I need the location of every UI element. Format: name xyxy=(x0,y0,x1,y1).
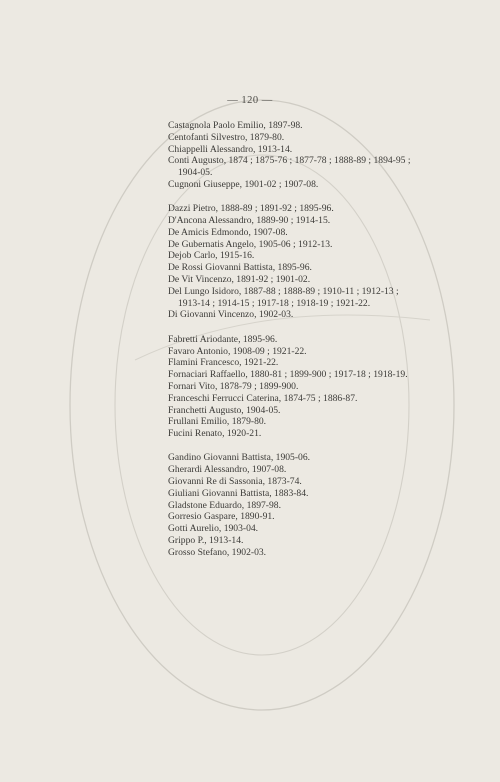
index-entry: De Rossi Giovanni Battista, 1895-96. xyxy=(168,262,312,274)
index-entry: Giovanni Re di Sassonia, 1873-74. xyxy=(168,476,302,488)
index-entry: Castagnola Paolo Emilio, 1897-98. xyxy=(168,120,303,131)
index-group-g xyxy=(168,452,468,558)
index-entry: Fucini Renato, 1920-21. xyxy=(168,428,262,440)
index-entry: Gotti Aurelio, 1903-04. xyxy=(168,523,259,535)
index-entry: Del Lungo Isidoro, 1887-88 ; 1888-89 ; 1910-11 ; 1912-13 ; 1913-14 ; 1914-15 ; 1917-18 ; 1918-19 ; 1921-22. xyxy=(168,285,399,309)
index-entry: Giuliani Giovanni Battista, 1883-84. xyxy=(168,487,309,499)
index-entry: Gladstone Eduardo, 1897-98. xyxy=(168,499,281,511)
index-entry: Favaro Antonio, 1908-09 ; 1921-22. xyxy=(168,345,307,357)
index-entry: De Gubernatis Angelo, 1905-06 ; 1912-13. xyxy=(168,238,333,250)
index-entry: Cugnoni Giuseppe, 1901-02 ; 1907-08. xyxy=(168,178,319,190)
index-entry: Gherardi Alessandro, 1907-08. xyxy=(168,464,287,476)
index-group-f xyxy=(168,334,468,440)
index-entry: Conti Augusto, 1874 ; 1875-76 ; 1877-78 ; 1888-89 ; 1894-95 ; 1904-05. xyxy=(168,155,411,179)
index-entry: De Vit Vincenzo, 1891-92 ; 1901-02. xyxy=(168,274,311,286)
index-entry: D'Ancona Alessandro, 1889-90 ; 1914-15. xyxy=(168,215,331,227)
index-entry: Chiappelli Alessandro, 1913-14. xyxy=(168,143,293,155)
index-group-d xyxy=(168,203,468,321)
index-entry: Gandino Giovanni Battista, 1905-06. xyxy=(168,452,311,464)
index-entry: Grosso Stefano, 1902-03. xyxy=(168,546,267,558)
index-entry: Gorresio Gaspare, 1890-91. xyxy=(168,511,275,523)
index-entry: Frullani Emilio, 1879-80. xyxy=(168,416,267,428)
index-entry: Dazzi Pietro, 1888-89 ; 1891-92 ; 1895-96. xyxy=(168,203,334,215)
page-number: — 120 — xyxy=(227,95,273,106)
index-entry: Dejob Carlo, 1915-16. xyxy=(168,250,255,262)
index-list xyxy=(168,120,468,571)
index-entry: Franchetti Augusto, 1904-05. xyxy=(168,404,281,416)
index-entry: Centofanti Silvestro, 1879-80. xyxy=(168,131,285,143)
index-entry: Fornaciari Raffaello, 1880-81 ; 1899-900 ; 1917-18 ; 1918-19. xyxy=(168,369,408,381)
index-entry: Fabretti Ariodante, 1895-96. xyxy=(168,333,278,345)
index-entry: Franceschi Ferrucci Caterina, 1874-75 ; 1886-87. xyxy=(168,392,358,404)
index-entry: Di Giovanni Vincenzo, 1902-03. xyxy=(168,309,294,321)
index-entry: Flamini Francesco, 1921-22. xyxy=(168,357,279,369)
index-entry: Grippo P., 1913-14. xyxy=(168,535,244,546)
index-entry: De Amicis Edmondo, 1907-08. xyxy=(168,226,288,238)
index-group-c xyxy=(168,120,468,191)
index-entry: Fornari Vito, 1878-79 ; 1899-900. xyxy=(168,380,299,392)
